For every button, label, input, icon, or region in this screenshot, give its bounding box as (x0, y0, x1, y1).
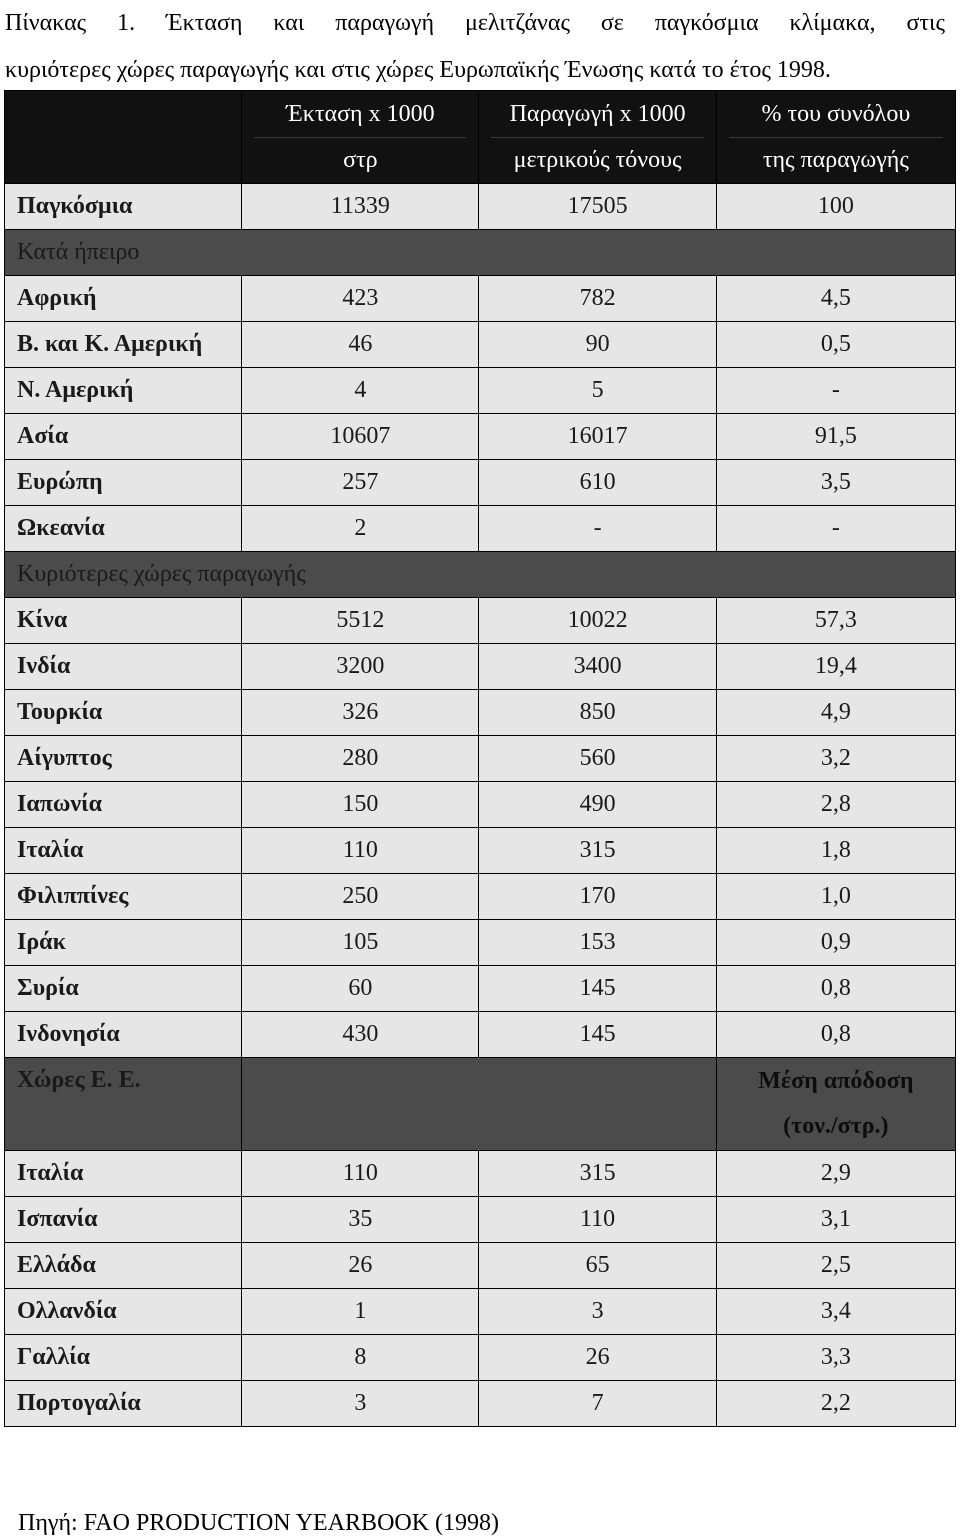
row-production: 5 (479, 368, 716, 414)
producer-row (5, 598, 956, 644)
row-area: 110 (242, 1151, 479, 1197)
row-production: 153 (479, 920, 716, 966)
row-percent: - (716, 506, 955, 552)
row-area: 1 (242, 1289, 479, 1335)
row-area: 105 (242, 920, 479, 966)
continent-row (5, 322, 956, 368)
row-name: Ν. Αμερική (5, 368, 242, 414)
continent-group-header (5, 230, 956, 276)
header-empty-cell (5, 91, 242, 184)
row-name: Γαλλία (5, 1335, 242, 1381)
row-percent: - (716, 368, 955, 414)
row-percent: 19,4 (716, 644, 955, 690)
producer-row (5, 874, 956, 920)
eu-yield-header (716, 1058, 955, 1151)
row-area: 10607 (242, 414, 479, 460)
row-area: 35 (242, 1197, 479, 1243)
producers-group-header (5, 552, 956, 598)
continent-row (5, 368, 956, 414)
row-area: 11339 (242, 184, 479, 230)
row-production: 560 (479, 736, 716, 782)
producer-row (5, 966, 956, 1012)
row-production: 3400 (479, 644, 716, 690)
row-name: Παγκόσμια (5, 184, 242, 230)
row-production: 145 (479, 966, 716, 1012)
header-production-line-2: μετρικούς τόνους (513, 146, 682, 173)
row-area: 423 (242, 276, 479, 322)
row-percent: 91,5 (716, 414, 955, 460)
eu-country-row (5, 1381, 956, 1427)
row-yield: 3,4 (716, 1289, 955, 1335)
producer-row (5, 1012, 956, 1058)
row-area: 110 (242, 828, 479, 874)
producer-row (5, 690, 956, 736)
table-caption (5, 0, 945, 94)
row-production: 850 (479, 690, 716, 736)
caption-line-2: κυριότερες χώρες παραγωγής και στις χώρες Ευρωπαϊκής Ένωσης κατά το έτος 1998. (5, 57, 831, 83)
row-name: Συρία (5, 966, 242, 1012)
caption-line-1: Πίνακας 1. Έκταση και παραγωγή μελιτζάνας σε παγκόσμια κλίμακα, στις (5, 10, 945, 36)
group-title: Κυριότερες χώρες παραγωγής (5, 552, 956, 598)
row-name: Ασία (5, 414, 242, 460)
row-name: Πορτογαλία (5, 1381, 242, 1427)
row-name: Ευρώπη (5, 460, 242, 506)
row-name: Ισπανία (5, 1197, 242, 1243)
row-production: 170 (479, 874, 716, 920)
continent-row (5, 276, 956, 322)
row-area: 60 (242, 966, 479, 1012)
row-yield: 2,2 (716, 1381, 955, 1427)
row-yield: 3,1 (716, 1197, 955, 1243)
continent-row (5, 506, 956, 552)
producer-row (5, 782, 956, 828)
row-percent: 0,8 (716, 966, 955, 1012)
row-percent: 1,0 (716, 874, 955, 920)
row-yield: 2,9 (716, 1151, 955, 1197)
row-production: 110 (479, 1197, 716, 1243)
row-production: 610 (479, 460, 716, 506)
row-area: 3 (242, 1381, 479, 1427)
row-production: 782 (479, 276, 716, 322)
row-yield: 3,3 (716, 1335, 955, 1381)
world-row (5, 184, 956, 230)
row-percent: 1,8 (716, 828, 955, 874)
row-production: 490 (479, 782, 716, 828)
eu-country-row (5, 1151, 956, 1197)
header-production (479, 91, 716, 184)
row-percent: 4,5 (716, 276, 955, 322)
row-production: 65 (479, 1243, 716, 1289)
row-name: Φιλιππίνες (5, 874, 242, 920)
row-name: Ινδονησία (5, 1012, 242, 1058)
table-header-row (5, 91, 956, 184)
row-name: Αίγυπτος (5, 736, 242, 782)
row-area: 4 (242, 368, 479, 414)
row-area: 326 (242, 690, 479, 736)
source-note: Πηγή: FAO PRODUCTION YEARBOOK (1998) (18, 1510, 500, 1536)
row-percent: 100 (716, 184, 955, 230)
eu-header-blank (242, 1058, 716, 1151)
row-area: 280 (242, 736, 479, 782)
row-production: 90 (479, 322, 716, 368)
header-production-line-1: Παραγωγή x 1000 (491, 92, 703, 138)
row-area: 46 (242, 322, 479, 368)
row-percent: 3,5 (716, 460, 955, 506)
row-production: 26 (479, 1335, 716, 1381)
row-area: 2 (242, 506, 479, 552)
row-name: Β. και Κ. Αμερική (5, 322, 242, 368)
row-name: Ιαπωνία (5, 782, 242, 828)
row-name: Κίνα (5, 598, 242, 644)
group-title: Κατά ήπειρο (5, 230, 956, 276)
producer-row (5, 644, 956, 690)
eu-group-header (5, 1058, 956, 1151)
row-area: 250 (242, 874, 479, 920)
row-area: 430 (242, 1012, 479, 1058)
row-production: 3 (479, 1289, 716, 1335)
header-percent-line-1: % του συνόλου (729, 92, 943, 138)
header-percent-line-2: της παραγωγής (762, 146, 909, 173)
producer-row (5, 828, 956, 874)
row-production: 16017 (479, 414, 716, 460)
row-production: - (479, 506, 716, 552)
eggplant-production-table (4, 90, 956, 1427)
continent-row (5, 460, 956, 506)
row-name: Ινδία (5, 644, 242, 690)
row-percent: 3,2 (716, 736, 955, 782)
row-percent: 0,8 (716, 1012, 955, 1058)
row-area: 150 (242, 782, 479, 828)
producer-row (5, 736, 956, 782)
row-production: 10022 (479, 598, 716, 644)
row-name: Ολλανδία (5, 1289, 242, 1335)
row-name: Ιταλία (5, 828, 242, 874)
row-production: 315 (479, 828, 716, 874)
row-percent: 2,8 (716, 782, 955, 828)
row-production: 315 (479, 1151, 716, 1197)
row-name: Ιταλία (5, 1151, 242, 1197)
row-yield: 2,5 (716, 1243, 955, 1289)
producer-row (5, 920, 956, 966)
row-area: 5512 (242, 598, 479, 644)
row-production: 145 (479, 1012, 716, 1058)
row-name: Τουρκία (5, 690, 242, 736)
header-area (242, 91, 479, 184)
eu-country-row (5, 1289, 956, 1335)
row-percent: 4,9 (716, 690, 955, 736)
row-area: 3200 (242, 644, 479, 690)
row-name: Ελλάδα (5, 1243, 242, 1289)
header-area-line-2: στρ (343, 146, 378, 173)
group-title: Χώρες Ε. Ε. (5, 1058, 242, 1151)
row-percent: 0,9 (716, 920, 955, 966)
row-production: 17505 (479, 184, 716, 230)
row-production: 7 (479, 1381, 716, 1427)
eu-country-row (5, 1243, 956, 1289)
row-name: Ιράκ (5, 920, 242, 966)
eu-country-row (5, 1335, 956, 1381)
row-area: 26 (242, 1243, 479, 1289)
yield-header-line-2: (τον./στρ.) (783, 1113, 889, 1139)
header-area-line-1: Έκταση x 1000 (254, 92, 466, 138)
header-percent (716, 91, 955, 184)
row-name: Ωκεανία (5, 506, 242, 552)
continent-row (5, 414, 956, 460)
row-percent: 57,3 (716, 598, 955, 644)
row-area: 8 (242, 1335, 479, 1381)
yield-header-line-1: Μέση απόδοση (758, 1068, 914, 1094)
row-area: 257 (242, 460, 479, 506)
row-name: Αφρική (5, 276, 242, 322)
eu-country-row (5, 1197, 956, 1243)
row-percent: 0,5 (716, 322, 955, 368)
